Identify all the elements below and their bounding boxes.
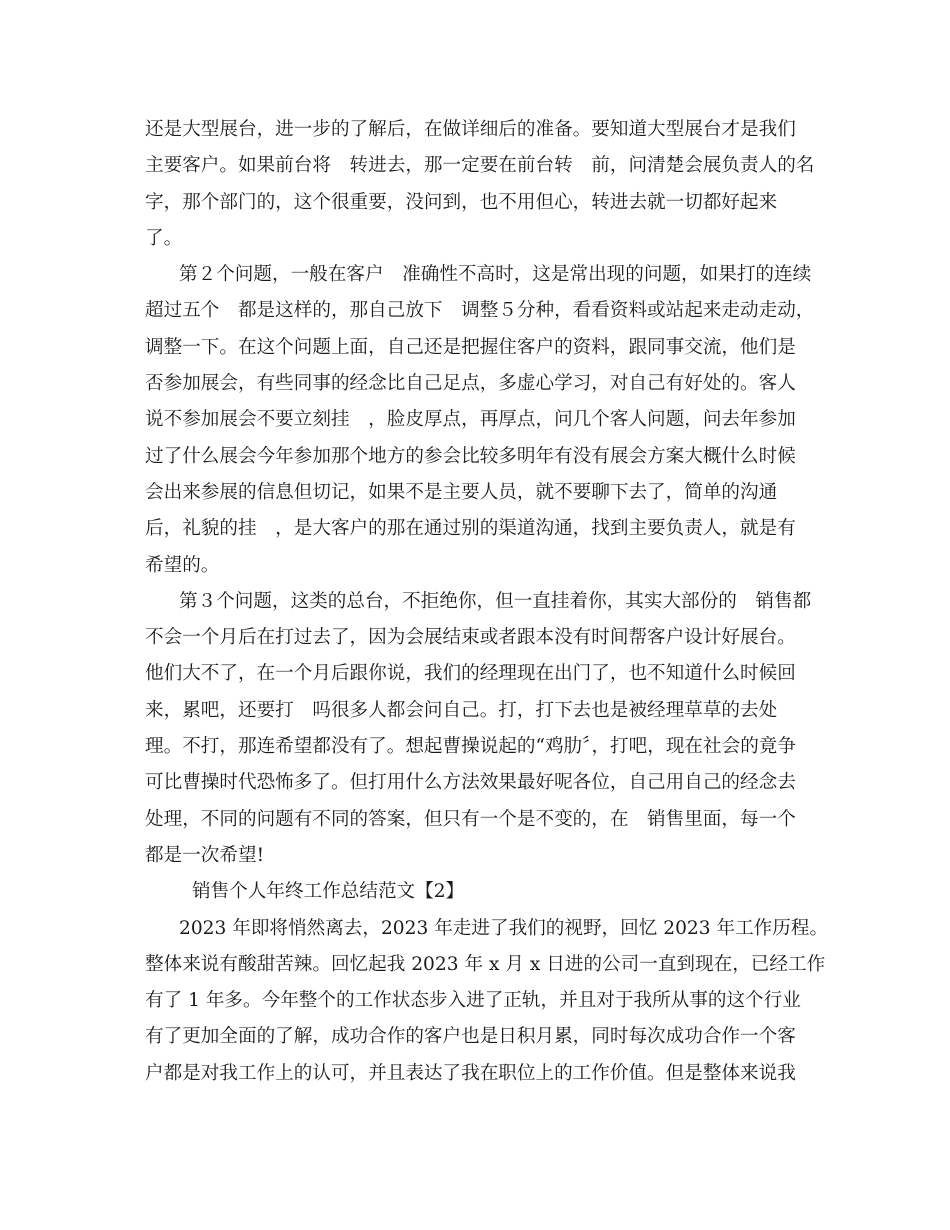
text-line: 调整一下。在这个问题上面，自己还是把握住客户的资料，跟同事交流，他们是 bbox=[145, 336, 796, 358]
text-line: 说不参加展会不要立刻挂 ，脸皮厚点，再厚点，问几个客人问题，问去年参加 bbox=[145, 409, 796, 431]
paragraph-first-line: 第２个问题，一般在客户 准确性不高时，这是常出现的问题，如果打的连续 bbox=[179, 264, 812, 286]
text-line: 理。不打，那连希望都没有了。想起曹操说起的“鸡肋〞，打吧，现在社会的竟争 bbox=[145, 736, 796, 758]
text-line: 否参加展会，有些同事的经念比自己足点，多虚心学习，对自己有好处的。客人 bbox=[145, 373, 796, 395]
text-line: 有了 1 年多。今年整个的工作状态步入进了正轨，并且对于我所从事的这个行业 bbox=[145, 990, 801, 1012]
text-line: 过了什么展会今年参加那个地方的参会比较多明年有没有展会方案大概什么时候 bbox=[145, 445, 796, 467]
text-line: 会出来参展的信息但切记，如果不是主要人员，就不要聊下去了，简单的沟通 bbox=[145, 481, 778, 503]
text-line: 字，那个部门的，这个很重要，没问到，也不用但心，转进去就一切都好起来 bbox=[145, 191, 778, 213]
paragraph-first-line: 第３个问题，这类的总台，不拒绝你，但一直挂着你，其实大部份的 销售都 bbox=[179, 590, 812, 612]
text-line: 都是一次希望! bbox=[145, 844, 265, 866]
text-line: 有了更加全面的了解，成功合作的客户也是日积月累，同时每次成功合作一个客 bbox=[145, 1026, 796, 1048]
text-line: 后，礼貌的挂 ，是大客户的那在通过别的渠道沟通，找到主要负责人，就是有 bbox=[145, 518, 796, 540]
document-body bbox=[145, 112, 829, 1092]
text-line: 不会一个月后在打过去了，因为会展结束或者跟本没有时间帮客户设计好展台。 bbox=[145, 627, 796, 649]
text-line: 他们大不了，在一个月后跟你说，我们的经理现在出门了，也不知道什么时候回 bbox=[145, 663, 796, 685]
text-line: 希望的。 bbox=[145, 554, 220, 576]
paragraph-first-line: 2023 年即将悄然离去，2023 年走进了我们的视野，回忆 2023 年工作历程。 bbox=[179, 917, 829, 939]
section-heading: 销售个人年终工作总结范文【2】 bbox=[192, 881, 465, 903]
text-line: 了。 bbox=[145, 227, 183, 249]
text-line: 超过五个 都是这样的，那自己放下 调整５分种，看看资料或站起来走动走动， bbox=[145, 300, 815, 322]
text-line: 来，累吧，还要打 吗很多人都会问自己。打，打下去也是被经理草草的去处 bbox=[145, 699, 778, 721]
text-line: 整体来说有酸甜苦辣。回忆起我 2023 年 x 月 x 日进的公司一直到现在，已经工作 bbox=[145, 953, 826, 975]
text-line: 主要客户。如果前台将 转进去，那一定要在前台转 前，问清楚会展负责人的名 bbox=[145, 155, 815, 177]
text-line: 还是大型展台，进一步的了解后，在做详细后的准备。要知道大型展台才是我们 bbox=[145, 119, 796, 140]
text-line: 可比曹操时代恐怖多了。但打用什么方法效果最好呢各位，自己用自己的经念去 bbox=[145, 772, 796, 794]
text-line: 户都是对我工作上的认可，并且表达了我在职位上的工作价值。但是整体来说我 bbox=[145, 1062, 796, 1084]
text-line: 处理，不同的问题有不同的答案，但只有一个是不变的，在 销售里面，每一个 bbox=[145, 808, 796, 830]
